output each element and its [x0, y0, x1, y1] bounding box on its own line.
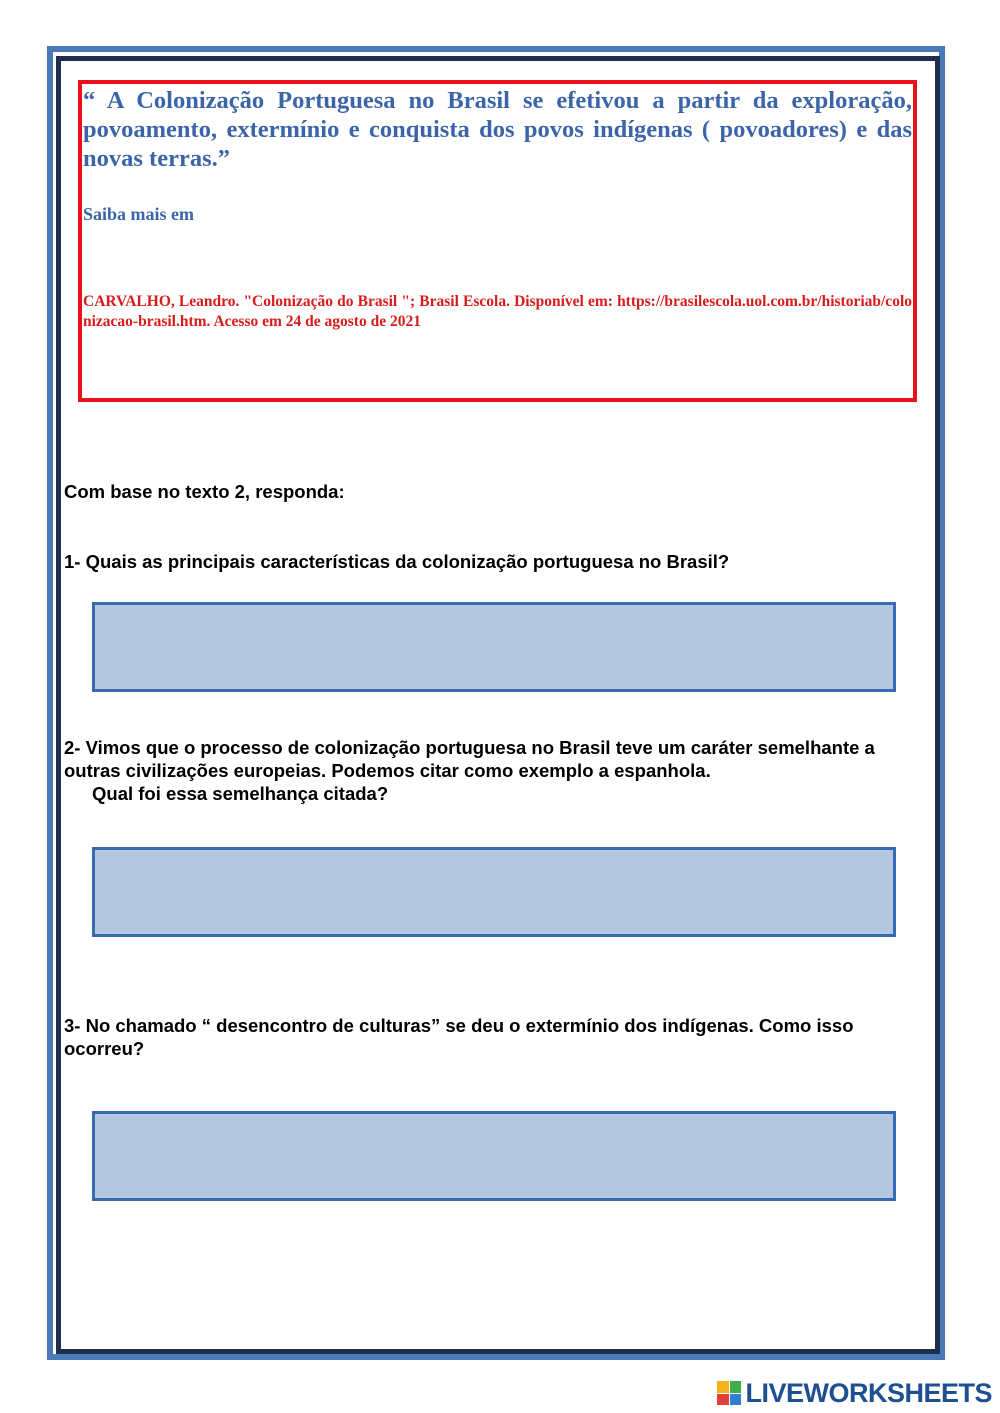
saiba-mais-text: Saiba mais em: [83, 204, 195, 224]
liveworksheets-logo-icon: [717, 1381, 741, 1405]
question-3-text: 3- No chamado “ desencontro de culturas” se deu o extermínio dos indígenas. Como isso ocorreu?: [64, 1015, 854, 1059]
answer-3-input[interactable]: [92, 1111, 896, 1201]
question-2: [64, 736, 936, 805]
question-2-subtext: Qual foi essa semelhança citada?: [92, 783, 389, 804]
answer-1-input[interactable]: [92, 602, 896, 692]
liveworksheets-wordmark: LIVEWORKSHEETS: [745, 1377, 992, 1408]
liveworksheets-brand[interactable]: [717, 1376, 992, 1410]
instructions-text: Com base no texto 2, responda:: [64, 481, 345, 502]
question-3: [64, 1014, 936, 1060]
question-1-text: 1- Quais as principais características da colonização portuguesa no Brasil?: [64, 551, 730, 572]
quote-text: “ A Colonização Portuguesa no Brasil se efetivou a partir da exploração, povoamento, extermínio e conquista dos povos indígenas ( povoadores) e das novas terras.”: [83, 87, 912, 172]
citation-text: CARVALHO, Leandro. "Colonização do Brasil "; Brasil Escola. Disponível em: https://brasilescola.uol.com.br/historiab/colonizacao-brasil.htm. Acesso em 24 de agosto de 2021: [83, 293, 912, 330]
question-2-text: 2- Vimos que o processo de colonização portuguesa no Brasil teve um caráter semelhante a outras civilizações europeias. Podemos citar como exemplo a espanhola.: [64, 737, 875, 781]
answer-2-input[interactable]: [92, 847, 896, 937]
question-1: [64, 550, 936, 573]
